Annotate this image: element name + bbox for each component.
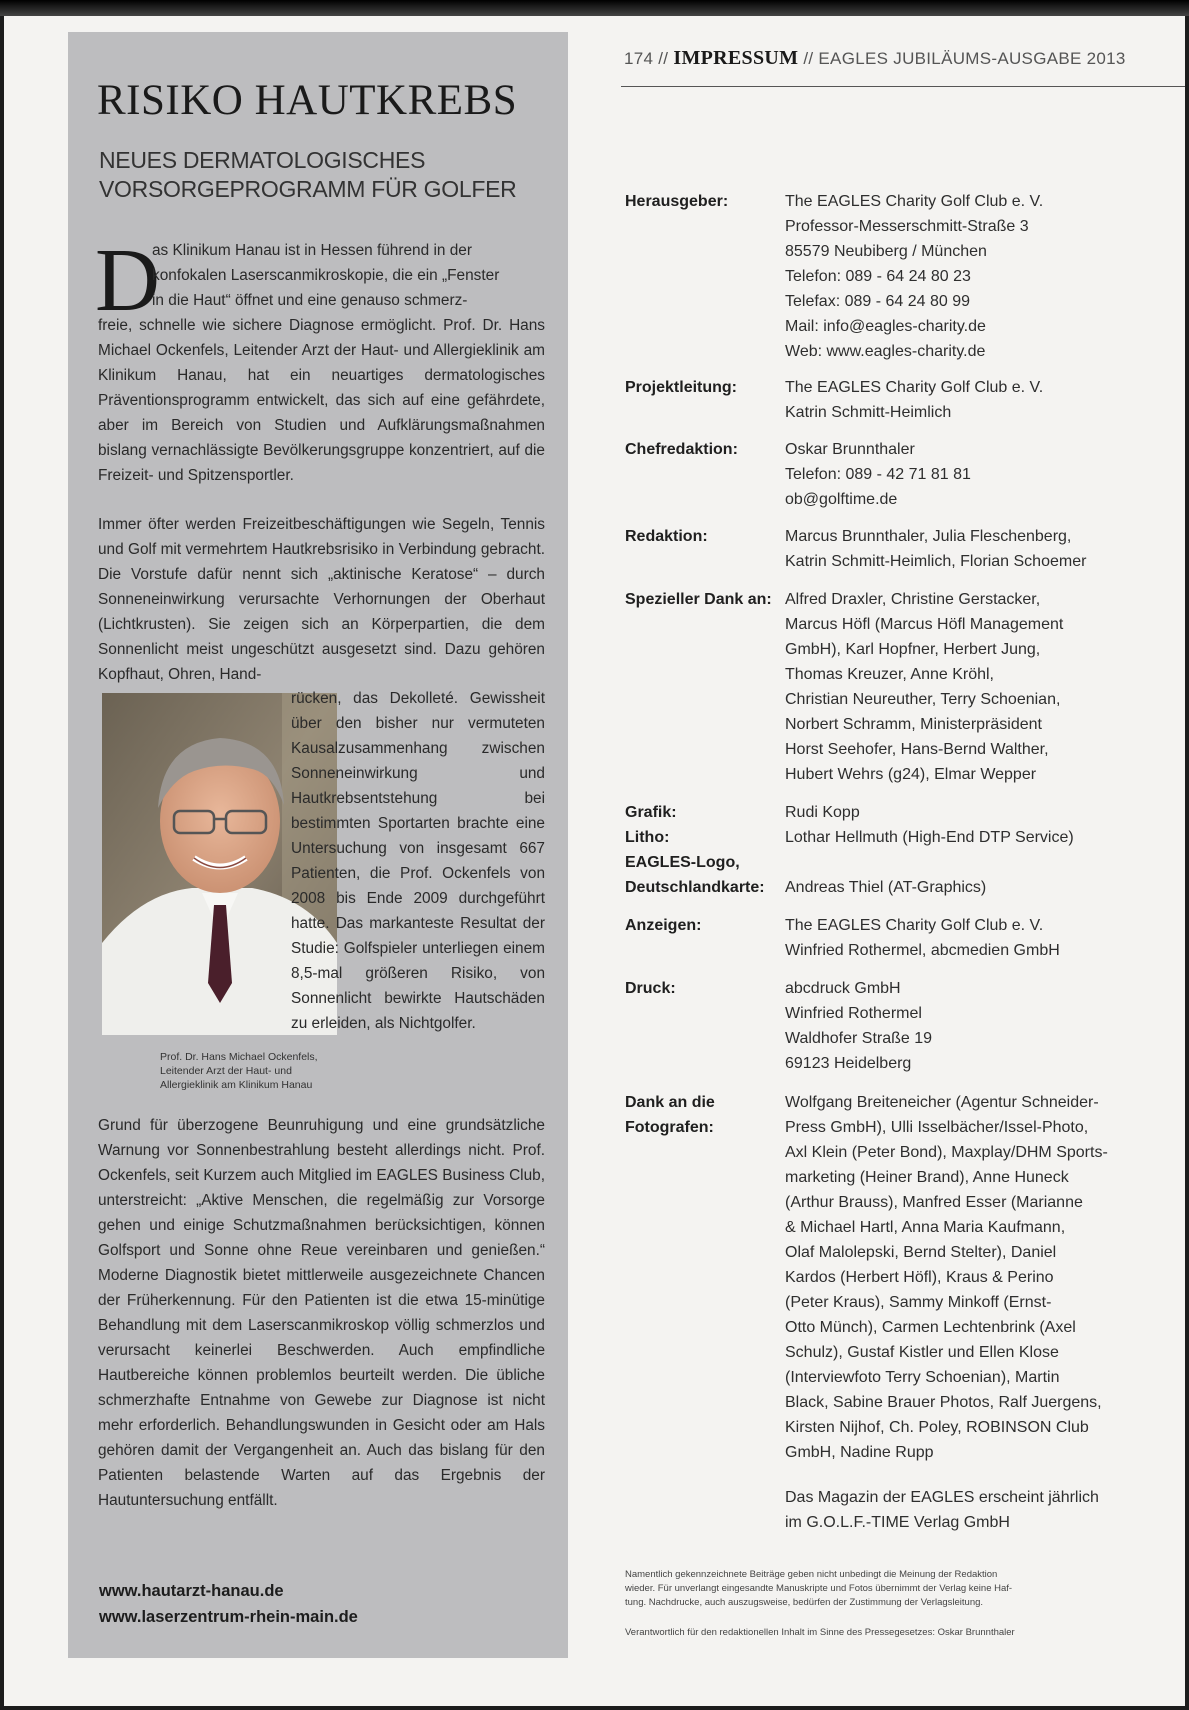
anzeigen-line: Winfried Rothermel, abcmedien GmbH bbox=[785, 942, 1060, 959]
fotografen-line: GmbH, Nadine Rupp bbox=[785, 1444, 934, 1461]
anzeigen-line: The EAGLES Charity Golf Club e. V. bbox=[785, 917, 1044, 934]
paragraph-3: Grund für überzogene Beunruhigung und eine grundsätzliche Warnung vor Sonnenbestrahlung besteht allerdings nicht. Prof. Ockenfels, seit Kurzem auch Mitglied im EAGLES Business Club, unterstreicht: „Aktive Menschen, die regelmäßig zur Vorsorge gehen und einige Schutzmaßnahmen berücksichtigen, können Golfsport und Sonne ohne Reue vereinbaren und genießen.“ Moderne Diagnostik bietet mittlerweile ausgezeichnete Chancen der Früherkennung. Für den Patienten ist die etwa 15-minütige Behandlung mit dem Laserscanmikroskop völlig schmerzlos und verursacht keinerlei Beschwerden. Auch empfindliche Hautbereiche können problemlos beurteilt werden. Die übliche schmerzhafte Entnahme von Gewebe zur Diagnose ist nicht mehr erforderlich. Behandlungswunden in Gesicht oder am Hals gehören damit der Vergangenheit an. Auch das bislang für den Patienten belastende Warten auf das Ergebnis der Hautuntersuchung entfällt. bbox=[98, 1117, 545, 1509]
paragraph-1: freie, schnelle wie sichere Diagnose ermöglicht. Prof. Dr. Hans Michael Ockenfels, Leitender Arzt der Haut- und Allergieklinik am Klinikum Hanau, hat ein neuartiges dermatologisches Präventionsprogramm entwickelt, das sich auf eine gefährdete, aber im Bereich von Studien und Aufklärungsmaßnahmen bislang vernachlässigte Bevölkerungsgruppe konzentriert, auf die Freizeit- und Spitzensportler. bbox=[98, 317, 545, 484]
chefredaktion-line: Oskar Brunnthaler bbox=[785, 441, 915, 458]
value-deutschlandkarte: Andreas Thiel (AT-Graphics) bbox=[785, 879, 987, 896]
fotografen-line: Kardos (Herbert Höfl), Kraus & Perino bbox=[785, 1269, 1054, 1286]
fotografen-line: marketing (Heiner Brand), Anne Huneck bbox=[785, 1169, 1069, 1186]
intro-line-2: konfokalen Laserscanmikroskopie, die ein „Fenster bbox=[152, 267, 500, 284]
value-chefredaktion bbox=[785, 437, 1130, 512]
intro-line-3: in die Haut“ öffnet und eine genauso schmerz- bbox=[152, 292, 468, 309]
fotografen-line: Otto Münch), Carmen Lechtenbrink (Axel bbox=[785, 1319, 1076, 1336]
publication-note-line: im G.O.L.F.-TIME Verlag GmbH bbox=[785, 1514, 1010, 1531]
issue-title: // EAGLES JUBILÄUMS-AUSGABE 2013 bbox=[803, 49, 1126, 68]
label-druck: Druck: bbox=[625, 980, 676, 997]
herausgeber-line: The EAGLES Charity Golf Club e. V. bbox=[785, 193, 1044, 210]
page-number: 174 // bbox=[624, 49, 669, 68]
fotografen-line: (Peter Kraus), Sammy Minkoff (Ernst- bbox=[785, 1294, 1052, 1311]
section-title: IMPRESSUM bbox=[673, 47, 799, 69]
page-header bbox=[624, 47, 1126, 70]
photo-caption bbox=[160, 1050, 345, 1092]
projektleitung-line: Katrin Schmitt-Heimlich bbox=[785, 404, 952, 421]
value-spezieller-dank bbox=[785, 587, 1130, 787]
dank-line: Hubert Wehrs (g24), Elmar Wepper bbox=[785, 766, 1037, 783]
label-dank-fotografen bbox=[625, 1090, 795, 1140]
fotografen-line: Wolfgang Breiteneicher (Agentur Schneider- bbox=[785, 1094, 1099, 1111]
fotografen-line: Black, Sabine Brauer Photos, Ralf Juergens, bbox=[785, 1394, 1102, 1411]
publication-note-line: Das Magazin der EAGLES erscheint jährlich bbox=[785, 1489, 1099, 1506]
disclaimer-line: wieder. Für unverlangt eingesandte Manuskripte und Fotos übernimmt der Verlag keine Haf- bbox=[625, 1583, 1013, 1594]
disclaimer-line: Namentlich gekennzeichnete Beiträge geben nicht unbedingt die Meinung der Redaktion bbox=[625, 1569, 998, 1580]
paragraph-2: Immer öfter werden Freizeitbeschäftigungen wie Segeln, Tennis und Golf mit vermehrtem Hautkrebsrisiko in Verbindung gebracht. Die Vorstufe dafür nennt sich „aktinische Keratose“ – durch Sonneneinwirkung verursachte Verhornungen der Oberhaut (Lichtkrusten). Sie zeigen sich an Körperpartien, die dem Sonnenlicht meist ungeschützt ausgesetzt sind. Dazu gehören Kopfhaut, Ohren, Hand- bbox=[98, 516, 545, 683]
article-links bbox=[99, 1578, 358, 1630]
druck-line: 69123 Heidelberg bbox=[785, 1055, 912, 1072]
value-litho: Lothar Hellmuth (High-End DTP Service) bbox=[785, 829, 1074, 846]
label-eagles-logo: EAGLES-Logo, bbox=[625, 854, 740, 871]
intro-line-1: as Klinikum Hanau ist in Hessen führend in der bbox=[152, 242, 472, 259]
paragraph-1-intro bbox=[152, 238, 545, 313]
link-laserzentrum[interactable]: www.laserzentrum-rhein-main.de bbox=[99, 1608, 358, 1626]
dank-line: Marcus Höfl (Marcus Höfl Management bbox=[785, 616, 1064, 633]
caption-line-2: Leitender Arzt der Haut- und bbox=[160, 1065, 292, 1077]
herausgeber-web[interactable]: Web: www.eagles-charity.de bbox=[785, 343, 986, 360]
dank-line: Alfred Draxler, Christine Gerstacker, bbox=[785, 591, 1041, 608]
publication-note bbox=[785, 1485, 1130, 1535]
label-grafik: Grafik: bbox=[625, 804, 677, 821]
paragraph-2-continued: rücken, das Dekolleté. Gewissheit über den bisher nur vermuteten Kausalzusammenhang zwischen Sonneneinwirkung und Hautkrebsentstehung bei bestimmten Sportarten brachte eine Untersuchung von insgesamt 667 Patienten, die Prof. Ockenfels von 2008 bis Ende 2009 durchgeführt hatte. Das markanteste Resultat der Studie: Golfspieler unterliegen einem 8,5-mal größeren Risiko, von Sonnenlicht bewirkte Hautschäden zu erleiden, als Nichtgolfer. bbox=[291, 690, 545, 1032]
dank-line: Norbert Schramm, Ministerpräsident bbox=[785, 716, 1042, 733]
caption-line-1: Prof. Dr. Hans Michael Ockenfels, bbox=[160, 1051, 318, 1063]
responsibility-note: Verantwortlich für den redaktionellen Inhalt im Sinne des Pressegesetzes: Oskar Brunnthaler bbox=[625, 1627, 1015, 1638]
fotografen-line: Kirsten Nijhof, Ch. Poley, ROBINSON Club bbox=[785, 1419, 1089, 1436]
article-title: RISIKO HAUTKREBS bbox=[97, 77, 518, 124]
projektleitung-line: The EAGLES Charity Golf Club e. V. bbox=[785, 379, 1044, 396]
chefredaktion-phone: Telefon: 089 - 42 71 81 81 bbox=[785, 466, 971, 483]
value-anzeigen bbox=[785, 913, 1130, 963]
caption-line-3: Allergieklinik am Klinikum Hanau bbox=[160, 1079, 313, 1091]
dank-line: Horst Seehofer, Hans-Bernd Walther, bbox=[785, 741, 1049, 758]
scan-top-edge bbox=[0, 0, 1189, 16]
label-deutschlandkarte: Deutschlandkarte: bbox=[625, 879, 765, 896]
druck-line: Waldhofer Straße 19 bbox=[785, 1030, 933, 1047]
article-column bbox=[68, 32, 568, 1658]
redaktion-line: Katrin Schmitt-Heimlich, Florian Schoemer bbox=[785, 553, 1087, 570]
drop-cap: D bbox=[95, 231, 160, 330]
herausgeber-phone: Telefon: 089 - 64 24 80 23 bbox=[785, 268, 971, 285]
label-dank-fotografen-2: Fotografen: bbox=[625, 1119, 714, 1136]
article-subtitle bbox=[99, 146, 539, 204]
value-grafik: Rudi Kopp bbox=[785, 804, 860, 821]
magazine-page bbox=[4, 16, 1185, 1706]
label-anzeigen: Anzeigen: bbox=[625, 917, 702, 934]
dank-line: GmbH), Karl Hopfner, Herbert Jung, bbox=[785, 641, 1041, 658]
fotografen-line: Schulz), Gustaf Kistler und Ellen Klose bbox=[785, 1344, 1059, 1361]
value-druck bbox=[785, 976, 1130, 1076]
fotografen-line: (Arthur Brauss), Manfred Esser (Marianne bbox=[785, 1194, 1083, 1211]
druck-line: Winfried Rothermel bbox=[785, 1005, 922, 1022]
herausgeber-line: 85579 Neubiberg / München bbox=[785, 243, 987, 260]
redaktion-line: Marcus Brunnthaler, Julia Fleschenberg, bbox=[785, 528, 1072, 545]
label-projektleitung: Projektleitung: bbox=[625, 379, 738, 396]
chefredaktion-mail[interactable]: ob@golftime.de bbox=[785, 491, 898, 508]
disclaimer bbox=[625, 1568, 1125, 1610]
header-divider bbox=[621, 86, 1185, 87]
label-dank-fotografen-1: Dank an die bbox=[625, 1094, 715, 1111]
subtitle-line-2: VORSORGEPROGRAMM FÜR GOLFER bbox=[99, 176, 517, 202]
value-herausgeber bbox=[785, 189, 1130, 364]
dank-line: Thomas Kreuzer, Anne Kröhl, bbox=[785, 666, 994, 683]
herausgeber-fax: Telefax: 089 - 64 24 80 99 bbox=[785, 293, 971, 310]
fotografen-line: Press GmbH), Ulli Isselbächer/Issel-Photo, bbox=[785, 1119, 1089, 1136]
value-projektleitung bbox=[785, 375, 1130, 425]
herausgeber-line: Professor-Messerschmitt-Straße 3 bbox=[785, 218, 1029, 235]
fotografen-line: (Interviewfoto Terry Schoenian), Martin bbox=[785, 1369, 1060, 1386]
disclaimer-line: tung. Nachdrucke, auch auszugsweise, bedürfen der Zustimmung der Verlagsleitung. bbox=[625, 1597, 984, 1608]
fotografen-line: & Michael Hartl, Anna Maria Kaufmann, bbox=[785, 1219, 1066, 1236]
herausgeber-mail[interactable]: Mail: info@eagles-charity.de bbox=[785, 318, 986, 335]
link-hautarzt-hanau[interactable]: www.hautarzt-hanau.de bbox=[99, 1582, 284, 1600]
subtitle-line-1: NEUES DERMATOLOGISCHES bbox=[99, 147, 426, 173]
druck-line: abcdruck GmbH bbox=[785, 980, 901, 997]
label-herausgeber: Herausgeber: bbox=[625, 193, 729, 210]
label-litho: Litho: bbox=[625, 829, 670, 846]
value-redaktion bbox=[785, 524, 1130, 574]
value-dank-fotografen bbox=[785, 1090, 1130, 1465]
label-chefredaktion: Chefredaktion: bbox=[625, 441, 738, 458]
label-redaktion: Redaktion: bbox=[625, 528, 708, 545]
fotografen-line: Olaf Malolepski, Bernd Stelter), Daniel bbox=[785, 1244, 1057, 1261]
dank-line: Christian Neureuther, Terry Schoenian, bbox=[785, 691, 1061, 708]
label-spezieller-dank: Spezieller Dank an: bbox=[625, 591, 772, 608]
fotografen-line: Axl Klein (Peter Bond), Maxplay/DHM Sports- bbox=[785, 1144, 1108, 1161]
